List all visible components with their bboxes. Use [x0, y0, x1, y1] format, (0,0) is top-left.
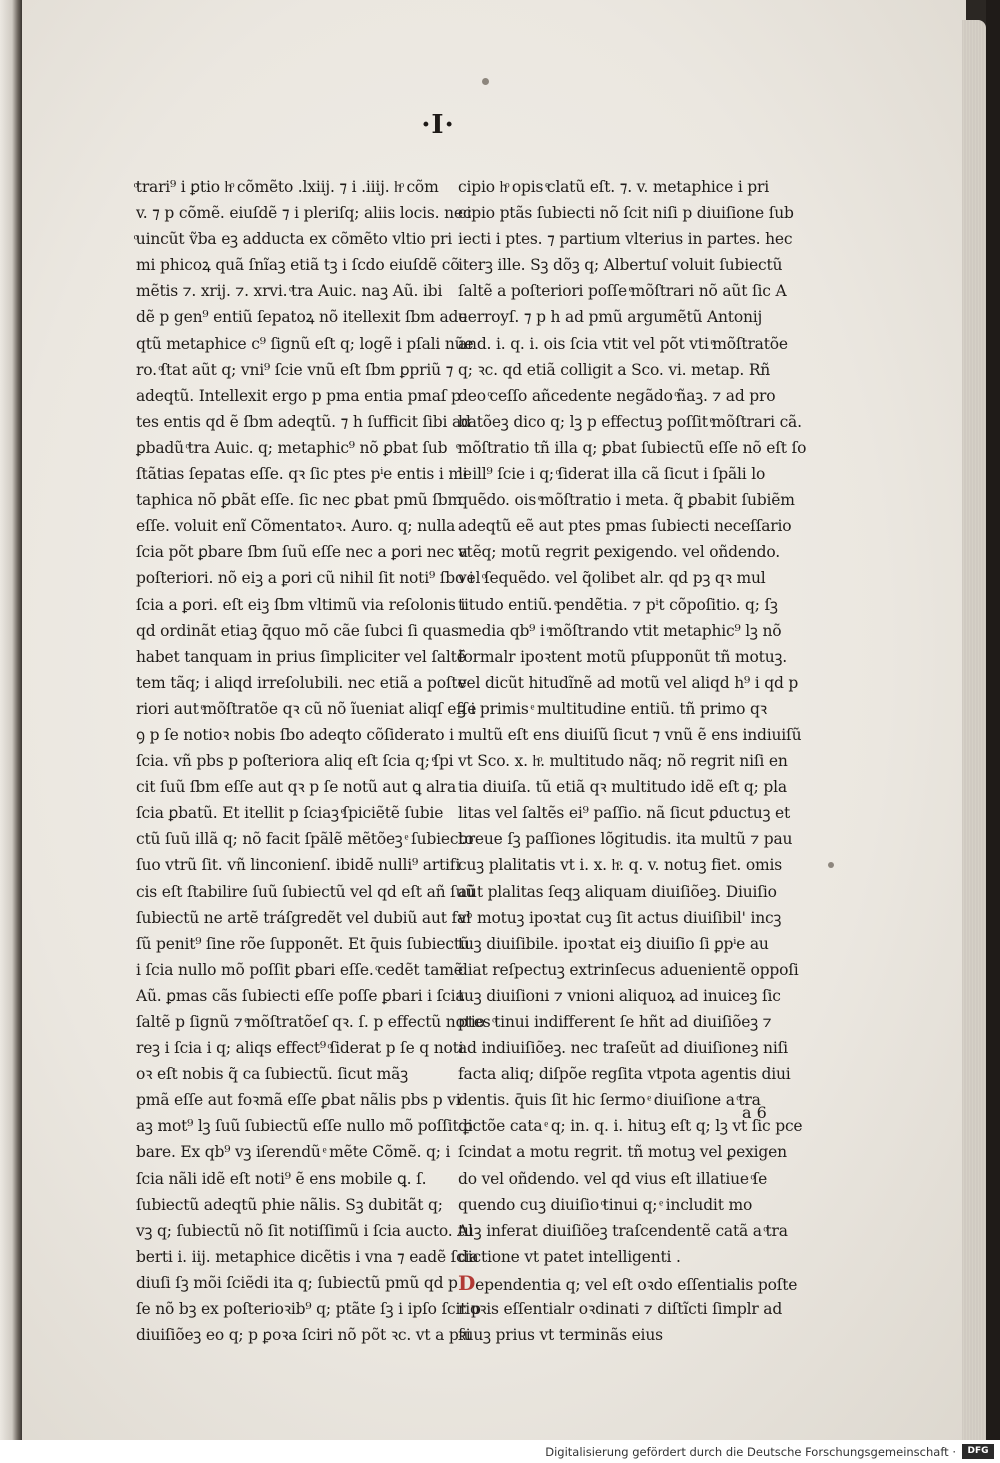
text-line: ͦuincũt ṽba eꝫ adducta ex cõmẽto vltio pri [136, 230, 453, 249]
signature-mark: a 6 [742, 1103, 767, 1122]
funding-credit: Digitalisierung gefördert durch die Deutsche Forschungsgemeinschaft · [545, 1445, 956, 1459]
text-line: poſteriori. nõ eiꝫ a ꝑori cũ nihil ſit noti⁹ ſbo i [136, 569, 474, 588]
text-line: ſcia a ꝑori. eſt eiꝫ ſbm vltimũ via reſolonis i [136, 595, 466, 614]
text-line: tia diuiſa. tũ etiã qꝛ multitudo idẽ eſt q; pla [458, 778, 787, 797]
text-line: taphica nõ ꝑbãt eſſe. ſic nec ꝑbat pmũ ſbm [136, 491, 462, 510]
text-line: vel dicũt hitudĩnẽ ad motũ vel aliqd h⁹ i qd p [458, 673, 799, 692]
footer-bar [0, 1440, 1000, 1463]
text-line: dentis. q̄uis ſit hic ſermo ͤ diuiſione a ͦtra [458, 1091, 761, 1110]
text-line: ptes ͦtinui indifferent ſe hñt ad diuiſiõeꝫ ⁊ [458, 1013, 772, 1031]
text-line: bare. Ex qb⁹ vꝫ iſerendũ ͤ mẽte Cõmẽ. q; i [136, 1143, 451, 1162]
text-line: titudo entiũ. ͤpendẽtia. ⁊ pⁱt cõpoſitio. q; ſꝫ [458, 595, 778, 614]
text-line: litas vel ſaltẽs ei⁹ paſſio. nã ſicut ꝑductuꝫ et [458, 804, 791, 823]
text-line: tuꝫ diuiſibile. ipoꝛtat eiꝫ diuiſio ſi ꝑpⁱe au [458, 934, 769, 953]
text-line: q; ꝛc. qd etiã colligit a Sco. vi. metap. Rñ [458, 360, 771, 379]
text-line: ſuo vtrũ ſit. vñ linconienſ. ibidẽ nulli⁹ artifi [136, 856, 461, 875]
text-line: ſubiectũ ne artẽ tráſgredẽt vel dubiũ aut fal [136, 908, 471, 927]
text-line: ad indiuiſiõeꝫ. nec traſeũt ad diuiſioneꝫ niſi [458, 1039, 788, 1058]
text-line: and. i. q. i. ois ſcia vtit vel põt vti ͤmõſtratõe [458, 334, 788, 353]
text-line: mi phicoꝝ quã ſnĩaꝫ etiã tꝫ i ſcdo eiuſdẽ cõ [136, 256, 460, 275]
text-line: formalr ipoꝛtent motũ pſupponũt tñ motuꝫ. [458, 647, 787, 666]
text-line: ependentia q; vel eſt oꝛdo eſſentialis poſte [475, 1275, 798, 1294]
text-line: vt Sco. x. hͦ. multitudo nãq; nõ regrit niſi en [458, 752, 788, 771]
right-shadow [986, 0, 1000, 1440]
text-line: cit ſuũ ſbm eſſe aut qꝛ p ſe notũ aut ꝗ alra [136, 778, 457, 797]
text-line: diuſi ſꝫ mõi ſciẽdi ita q; ſubiectũ pmũ qd p [136, 1273, 458, 1292]
text-line: uerroyſ. ⁊ p h ad pmũ argumẽtũ Antonij [458, 308, 763, 327]
text-line: ſũ penit⁹ ſine rõe ſupponẽt. Et q̄uis ſubiectũ [136, 934, 470, 953]
text-line: tem tãq; i aliqd irreſolubili. nec etiã a poſte [136, 673, 467, 692]
text-line: dẽ p gen⁹ entiũ ſepatoꝝ nõ itellexit ſbm ade [136, 308, 468, 327]
text-line: ꝯ p ſe notioꝛ nobis ſbo adeqto cõſiderato i [136, 725, 454, 744]
text-line: tuꝫ inferat diuiſiõeꝫ traſcendentẽ catã a ͦtra [458, 1221, 788, 1240]
text-line: qd ordinãt etiaꝫ q̄quo mõ cãe ſubci ſi quas [136, 621, 459, 640]
text-line: iterꝫ ille. Sꝫ dõꝫ q; Albertuſ voluit ſubiectũ [458, 256, 783, 275]
left-text-column [136, 174, 485, 1348]
text-line: quẽdo. ois ͤmõſtratio i meta. q̃ ꝑbabit ſubiẽm [458, 491, 795, 510]
text-line: riori aut ͤmõſtratõe qꝛ cũ nõ ĩueniat aliqſ eſſe [136, 699, 477, 718]
text-line: berti i. iij. metaphice dicẽtis i vna ⁊ eadẽ ſcia [136, 1247, 479, 1266]
text-line: ſubiectũ adeqtũ phie nãlis. Sꝫ dubitãt q; [136, 1195, 443, 1214]
text-line: Aũ. ꝑmas cãs ſubiecti eſſe poſſe ꝑbari i ſcia [136, 986, 465, 1005]
text-line: habet tanquam in prius ſimpliciter vel ſaltẽ [136, 647, 466, 666]
text-line: dictione vt patet intelligenti . [458, 1247, 681, 1266]
text-line: vᵒ motuꝫ ipoꝛtat cuꝫ ſit actus diuiſibil' incꝫ [458, 908, 782, 927]
text-line: qtũ metaphice c⁹ ſignũ eſt q; logẽ i pſali nũe [136, 334, 474, 353]
text-line: diuiſiõeꝫ eo q; p ꝑoꝛa ſciri nõ põt ꝛc. vt a pꝛi [136, 1326, 471, 1345]
text-line: oꝛ eſt nobis q̃ ca ſubiectũ. ſicut mãꝫ [136, 1065, 408, 1084]
text-line: reꝫ i ſcia i q; aliqs effect⁹ ͦſiderat p ſe q noti [136, 1039, 464, 1058]
text-line: ſuuꝫ prius vt terminãs eius [458, 1326, 663, 1345]
text-line: aꝫ mot⁹ lꝫ ſuũ ſubiectũ eſſe nullo mõ poſſit ꝑ [136, 1117, 473, 1136]
text-line: iecti i ptes. ⁊ partium vlterius in partes. hec [458, 230, 793, 249]
text-line: tes entis qd ẽ ſbm adeqtũ. ⁊ h ſufficit ſibi ad [136, 412, 471, 431]
text-line: cuꝫ plalitatis vt i. x. hͦ. q. v. notuꝫ fiet. omis [458, 856, 783, 875]
text-line: ſtãtias ſepatas eſſe. qꝛ ſic ptes pⁱe entis i me [136, 465, 472, 484]
text-line: vel ͦſequẽdo. vel q̃olibet alr. qd pꝫ qꝛ mul [458, 569, 766, 588]
text-line: ꝑbadũ ͦtra Auic. q; metaphic⁹ nõ ꝑbat ſub [136, 438, 448, 457]
paragraph-first-line [458, 1270, 798, 1296]
text-line: mẽtis ⁊. xrij. ⁊. xrvi. ͦtra Auic. naꝫ Aũ. ibi [136, 282, 443, 301]
text-line: ſcia nãli idẽ eſt noti⁹ ẽ ens mobile ꝗ. ſ. [136, 1169, 427, 1188]
text-line: ſaltẽ p ſignũ ⁊ ͤmõſtratõeſ qꝛ. ſ. p effectũ notio [136, 1013, 485, 1031]
text-line: ſcia. vñ pbs p poſteriora aliq eſt ſcia q; ͤſpi [136, 752, 454, 771]
left-binding-board [0, 0, 22, 1440]
text-line: ro. ͦſtat aũt q; vni⁹ ſcie vnũ eſt ſbm ꝑpriũ ⁊ [136, 360, 454, 379]
text-line: tuꝫ diuiſioni ⁊ vnioni aliquoꝝ ad inuiceꝫ ſic [458, 986, 781, 1005]
text-line: ſaltẽ a poſteriori poſſe ͤmõſtrari nõ aũt ſic A [458, 282, 787, 301]
text-line: pmã eſſe aut foꝛmã eſſe ꝑbat nãlis pbs p vi [136, 1091, 461, 1110]
text-line: media qb⁹ i ͤmõſtrando vtit metaphic⁹ lꝫ nõ [458, 621, 782, 640]
text-line: i ſcia nullo mõ poſſit ꝑbari eſſe. ͦcedẽt tamẽ [136, 960, 463, 979]
text-line: li ill⁹ ſcie i q; ͦſiderat illa cã ſicut i ſpãli lo [458, 465, 766, 484]
text-line: ctũ ſuũ illã q; nõ facit ſpãlẽ mẽtõeꝫ ͤ ſubiecto [136, 830, 474, 849]
text-line: dictõe cata ͤ q; in. q. i. hituꝫ eſt q; lꝫ vt ſic pce [458, 1117, 803, 1136]
text-line: batõeꝫ dico q; lꝫ p effectuꝫ poſſit ͤmõſtrari cã. [458, 412, 802, 431]
text-line: deo ͦceſſo añcedente negãdo ͦñaꝫ. ⁊ ad pro [458, 386, 776, 405]
text-line: quendo cuꝫ diuiſio ͦtinui q; ͤ includit mo [458, 1195, 753, 1214]
folio-number: ·I· [421, 110, 455, 140]
page-edges [962, 20, 986, 1440]
paper-speck [828, 862, 834, 868]
text-line: vꝫ q; ſubiectũ nõ ſit notiſſimũ i ſcia aucto. Al [136, 1221, 473, 1240]
text-line: vtẽq; motũ regrit ꝑexigendo. vel oñdendo. [458, 543, 780, 562]
paper-speck [482, 78, 489, 85]
text-line: cipio hͦ opis ͤclatũ eſt. ⁊. v. metaphice i pri [458, 178, 769, 196]
text-line: ſe nõ bꝫ ex poſterioꝛib⁹ q; ptãte ſꝫ i ipſo ſcit p [136, 1300, 481, 1319]
text-line: ꝫ i primis ͤ multitudine entiũ. tñ primo qꝛ [458, 699, 767, 718]
text-line: aũt plalitas ſeqꝫ aliquam diuiſiõeꝫ. Diuiſio [458, 882, 777, 901]
text-line: eſſe. voluit enĩ Cõmentatoꝛ. Auro. q; nulla [136, 517, 456, 536]
text-line: do vel oñdendo. vel qd vius eſt illatiue ͦſe [458, 1169, 768, 1188]
right-text-column [458, 174, 807, 1348]
text-line: cis eſt ſtabilire ſuũ ſubiectũ vel qd eſt añ ſuũ [136, 882, 476, 901]
text-line: adeqtũ. Intellexit ergo p pma entia pmaſ p [136, 386, 461, 405]
text-line: ͦtrari⁹ i ꝑtio hͦ cõmẽto .lxiij. ⁊ i .iiij. hͦ cõm [136, 178, 439, 196]
text-line: ſcia põt ꝑbare ſbm ſuũ eſſe nec a ꝑori nec a [136, 543, 468, 562]
text-line: facta aliq; diſpõe regſita vtpota agentis diui [458, 1065, 791, 1084]
text-line: cipio ptãs ſubiecti nõ ſcit niſi p diuiſione ſub [458, 204, 794, 223]
text-line: v. ⁊ p cõmẽ. eiuſdẽ ⁊ i pleriſq; aliis locis. nec [136, 204, 472, 223]
text-line: breue ſꝫ paſſiones lõgitudis. ita multũ ⁊ pau [458, 830, 793, 849]
text-line: rioꝛis eſſentialr oꝛdinati ⁊ diſtĩcti ſimplr ad [458, 1300, 783, 1319]
text-line: ͤmõſtratio tñ illa q; ꝑbat ſubiectũ eſſe nõ eſt ſo [458, 438, 807, 457]
text-line: multũ eſt ens diuiſũ ſicut ⁊ vnũ ẽ ens indiuiſũ [458, 725, 802, 744]
text-line: ſcindat a motu regrit. tñ motuꝫ vel ꝑexigen [458, 1143, 787, 1162]
text-line: adeqtũ eẽ aut ptes pmas ſubiecti neceſſario [458, 517, 792, 536]
dfg-logo: DFG [962, 1444, 994, 1459]
text-line: diat reſpectuꝫ extrinſecus aduenientẽ oppoſi [458, 960, 799, 979]
text-line: ſcia ꝑbatũ. Et itellit p ſciaꝫ ͤſpiciẽtẽ ſubie [136, 804, 444, 823]
rubricated-initial: D [458, 1270, 476, 1295]
